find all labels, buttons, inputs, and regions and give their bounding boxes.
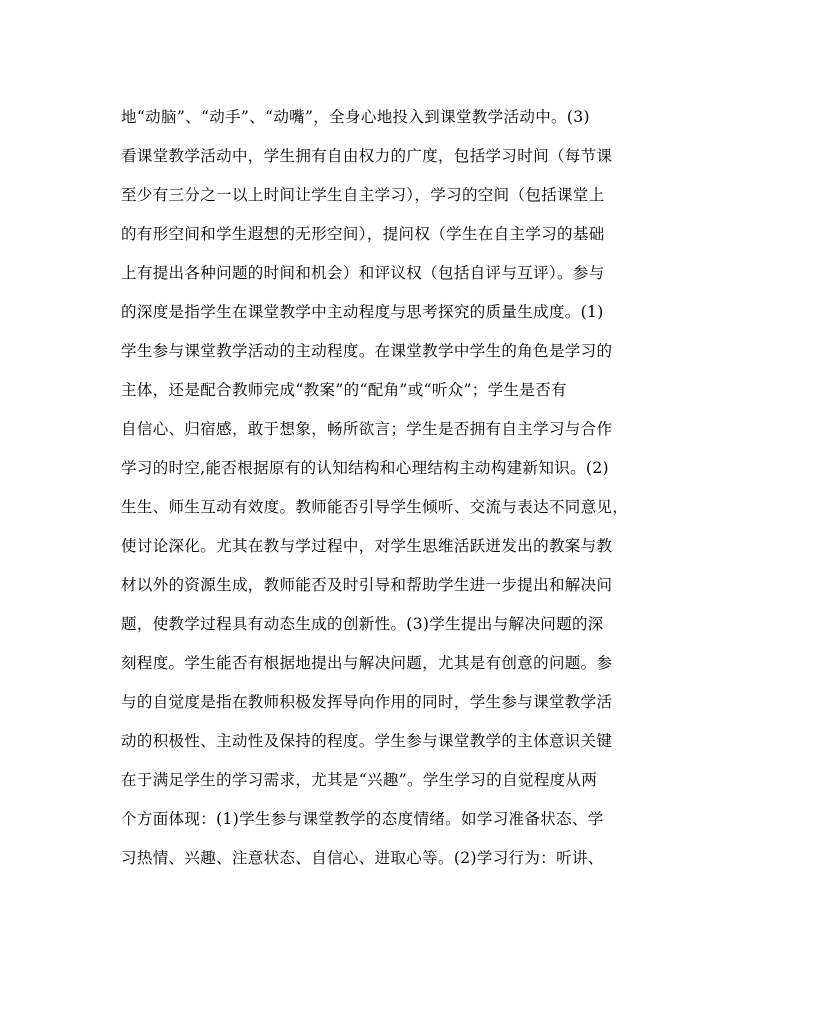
text-line: 的有形空间和学生遐想的无形空间），提问权（学生在自主学习的基础 — [121, 225, 605, 243]
text-line: 刻程度。学生能否有根据地提出与解决问题，尤其是有创意的问题。参 — [121, 654, 613, 672]
text-line: 的深度是指学生在课堂教学中主动程度与思考探究的质量生成度。(1) — [121, 303, 604, 321]
text-line: 与的自觉度是指在教师积极发挥导向作用的同时，学生参与课堂教学活 — [121, 693, 613, 711]
text-line: 生生、师生互动有效度。教师能否引导学生倾听、交流与表达不同意见， — [121, 498, 629, 516]
text-line: 在于满足学生的学习需求，尤其是“兴趣”。学生学习的自觉程度从两 — [121, 771, 598, 789]
text-line: 上有提出各种问题的时间和机会）和评议权（包括自评与互评）。参与 — [121, 264, 605, 282]
text-line: 地“动脑”、“动手”、“动嘴”，全身心地投入到课堂教学活动中。(3) — [121, 108, 590, 126]
text-line: 使讨论深化。尤其在教与学过程中，对学生思维活跃迸发出的教案与教 — [121, 537, 613, 555]
text-line: 动的积极性、主动性及保持的程度。学生参与课堂教学的主体意识关键 — [121, 732, 613, 750]
text-line: 题，使教学过程具有动态生成的创新性。(3)学生提出与解决问题的深 — [121, 615, 604, 633]
text-line: 至少有三分之一以上时间让学生自主学习），学习的空间（包括课堂上 — [121, 186, 605, 204]
text-line: 看课堂教学活动中，学生拥有自由权力的广度，包括学习时间（每节课 — [121, 147, 613, 165]
text-line: 习热情、兴趣、注意状态、自信心、进取心等。(2)学习行为：听讲、 — [121, 849, 604, 867]
body-text — [121, 98, 701, 878]
text-line: 主体，还是配合教师完成“教案”的“配角”或“听众”；学生是否有 — [121, 381, 567, 399]
text-line: 学生参与课堂教学活动的主动程度。在课堂教学中学生的角色是学习的 — [121, 342, 613, 360]
text-line: 学习的时空,能否根据原有的认知结构和心理结构主动构建新知识。(2) — [121, 459, 609, 477]
text-line: 材以外的资源生成，教师能否及时引导和帮助学生进一步提出和解决问 — [121, 576, 613, 594]
text-line: 自信心、归宿感，敢于想象，畅所欲言；学生是否拥有自主学习与合作 — [121, 420, 613, 438]
text-line: 个方面体现：(1)学生参与课堂教学的态度情绪。如学习准备状态、学 — [121, 810, 604, 828]
